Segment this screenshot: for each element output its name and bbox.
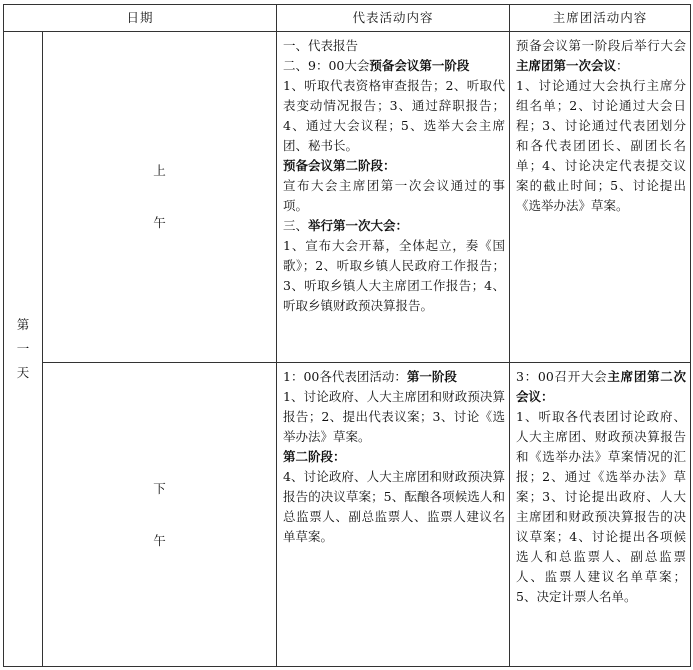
paragraph xyxy=(283,176,505,216)
header-presidium: 主席团活动内容 xyxy=(510,5,691,32)
afternoon-presidium-cell xyxy=(510,363,691,667)
text: 1、听取各代表团讨论政府、人大主席团、财政预决算报告和《选举办法》草案情况的汇报；2、通过《选举办法》草案；3、讨论提出政府、人大主席团和财政预决算报告的决议草案；4、讨论提出各项候选人和总监票人、副总监票人、监票人建议名单草案；5、决定计票人名单。 xyxy=(516,409,687,604)
text: 1、听取代表资格审查报告；2、听取代表变动情况报告；3、通过辞职报告；4、通过大会议程；5、选举大会主席团、秘书长。 xyxy=(283,78,506,153)
text: 4、讨论政府、人大主席团和财政预决算报告的决议草案；5、酝酿各项候选人和总监票人、副总监票人、监票人建议名单草案。 xyxy=(283,469,506,544)
morning-row xyxy=(4,32,691,363)
day-label: 第 一 天 xyxy=(4,32,43,667)
bold-text: 第一阶段 xyxy=(406,369,457,384)
paragraph xyxy=(516,407,686,607)
paragraph xyxy=(283,387,505,447)
paragraph xyxy=(283,216,505,236)
morning-label: 上 午 xyxy=(43,32,277,363)
paragraph xyxy=(283,236,505,316)
paragraph xyxy=(516,76,686,216)
text: 二、9：00大会 xyxy=(283,58,370,73)
schedule-table xyxy=(3,4,691,667)
bold-text: 预备会议第一阶段 xyxy=(369,58,470,73)
header-row xyxy=(4,5,691,32)
text: 三、 xyxy=(283,218,309,233)
paragraph xyxy=(283,467,505,547)
text: 1、宣布大会开幕，全体起立，奏《国歌》；2、听取乡镇人民政府工作报告；3、听取乡镇人大主席团工作报告；4、听取乡镇财政预决算报告。 xyxy=(283,238,506,313)
morning-presidium-cell xyxy=(510,32,691,363)
morning-rep-cell xyxy=(277,32,510,363)
bold-text: 主席团第一次会议 xyxy=(516,58,617,73)
bold-text: 预备会议第二阶段： xyxy=(283,158,396,173)
afternoon-label: 下 午 xyxy=(43,363,277,667)
text: 3：00召开大会 xyxy=(516,369,608,384)
paragraph xyxy=(283,76,505,156)
paragraph xyxy=(283,367,505,387)
paragraph xyxy=(283,36,505,56)
text: 1、讨论政府、人大主席团和财政预决算报告；2、提出代表议案；3、讨论《选举办法》草案。 xyxy=(283,389,506,444)
bold-text: 第二阶段： xyxy=(283,449,346,464)
text: 1、讨论通过大会执行主席分组名单；2、讨论通过大会日程；3、讨论通过代表团划分和各代表团团长、副团长名单；4、讨论决定代表提交议案的截止时间；5、讨论提出《选举办法》草案。 xyxy=(516,78,687,213)
text: 一、代表报告 xyxy=(283,38,359,53)
bold-text: 举行第一次大会： xyxy=(308,218,409,233)
text: 1：00各代表团活动： xyxy=(283,369,407,384)
paragraph xyxy=(283,56,505,76)
text: 宣布大会主席团第一次会议通过的事项。 xyxy=(283,178,506,213)
paragraph xyxy=(283,156,505,176)
afternoon-row xyxy=(4,363,691,667)
paragraph xyxy=(516,367,686,407)
paragraph xyxy=(516,36,686,76)
text: ： xyxy=(616,58,629,73)
text: 预备会议第一阶段后举行大会 xyxy=(516,38,687,53)
bold-text: 主席团第二次会议： xyxy=(516,369,687,404)
afternoon-rep-cell xyxy=(277,363,510,667)
paragraph xyxy=(283,447,505,467)
header-date: 日期 xyxy=(4,5,277,32)
header-rep: 代表活动内容 xyxy=(277,5,510,32)
